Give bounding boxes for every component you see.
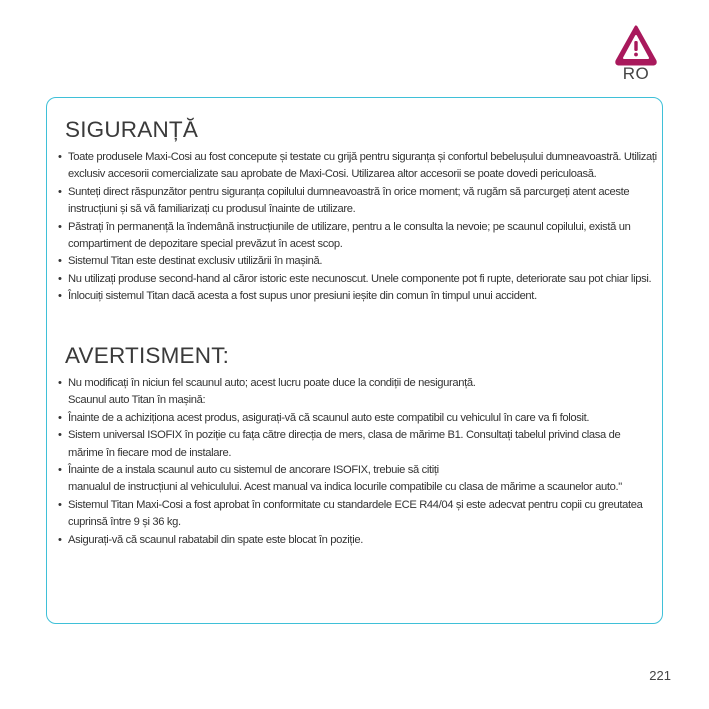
section-title-warning: AVERTISMENT: [65, 343, 230, 368]
list-item: • Sistem universal ISOFIX în poziție cu fața către direcția de mers, clasa de mărime B1. Consultați tabelul privind clasa de mărime în fiecare mod de instalare. [58, 429, 621, 459]
list-item: • Înainte de a instala scaunul auto cu sistemul de ancorare ISOFIX, trebuie să citiți manualul de instrucțiuni al vehiculului. Acest manual va indica locurile compatibile cu clasa de mărime a scaunelor auto." [58, 464, 622, 494]
list-item: • Sistemul Titan Maxi-Cosi a fost aprobat în conformitate cu standardele ECE R44/04 și este adecvat pentru copii cu greutatea cuprinsă între 9 și 36 kg. [58, 498, 643, 529]
list-item: • Toate produsele Maxi-Cosi au fost concepute și testate cu grijă pentru siguranța și confortul bebelușului dumneavoastră. Utilizați exclusiv accesorii comercializate sau aprobate de Maxi-Cosi. Utilizarea altor accesorii se poate dovedi periculoasă. [58, 151, 657, 181]
list-item: • Sunteți direct răspunzător pentru siguranța copilului dumneavoastră în orice moment; vă rugăm să parcurgeți atent aceste instrucțiuni și să vă familiarizați cu produsul înainte de utilizare. [58, 185, 630, 216]
list-item: • Sistemul Titan este destinat exclusiv utilizării în mașină. [58, 255, 323, 268]
section-title-safety: SIGURANȚĂ [65, 117, 199, 142]
warning-list [58, 375, 658, 549]
list-item: • Nu modificați în niciun fel scaunul auto; acest lucru poate duce la condiții de nesiguranță. Scaunul auto Titan în mașină: [58, 377, 476, 407]
list-item: • Asigurați-vă că scaunul rabatabil din spate este blocat în poziție. [58, 533, 363, 546]
list-item: • Păstrați în permanență la îndemână instrucțiunile de utilizare, pentru a le consulta la nevoie; pe scaunul copilului, există un compartiment de depozitare special prevăzut în acest scop. [58, 220, 631, 251]
warning-triangle-icon [614, 24, 658, 66]
language-code: RO [622, 64, 650, 83]
list-item: • Nu utilizați produse second-hand al căror istoric este necunoscut. Unele componente pot fi rupte, deteriorate sau pot chiar lipsi. [58, 272, 652, 285]
list-item: • Înlocuiți sistemul Titan dacă acesta a fost supus unor presiuni ieșite din comun în timpul unui accident. [58, 290, 537, 303]
safety-list [58, 149, 658, 306]
list-item: • Înainte de a achiziționa acest produs, asigurați-vă că scaunul auto este compatibil cu vehiculul în care va fi folosit. [58, 411, 590, 424]
page-number: 221 [649, 668, 671, 683]
